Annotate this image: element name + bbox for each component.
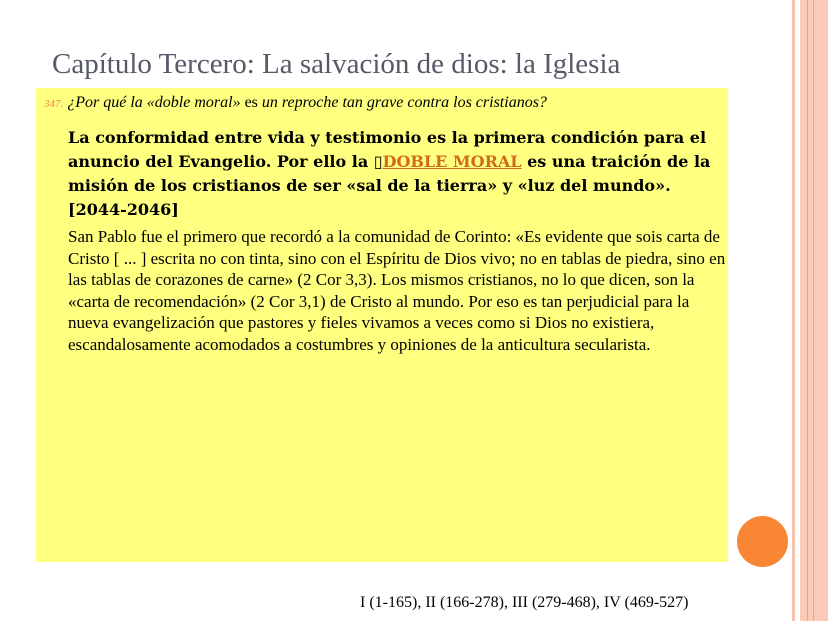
answer-text: es una traición de la misión de los cristianos de ser «sal de la tierra» y «luz del mundo». [2044-2046] <box>68 152 711 219</box>
decorative-circle <box>737 516 788 567</box>
question-text: es <box>240 94 262 111</box>
commentary: San Pablo fue el primero que recordó a la comunidad de Corinto: «Es evidente que sois carta de Cristo [ ... ] escrita no con tinta, sino con el Espíritu de Dios vivo; no en tablas de piedra, sino en las tablas de corazones de carne» (2 Cor 3,3). Los mismos cristianos, no lo que dicen, son la «carta de recomendación» (2 Cor 3,1) de Cristo al mundo. Por eso es tan perjudicial para la nueva evangelización que pastores y fieles vivamos a veces como si Dios no existiera, escandalosamente acomodados a costumbres y opiniones de la anticultura secularista. <box>68 227 726 354</box>
question <box>44 94 547 112</box>
question-text: ¿Por qué la «doble moral» <box>67 94 241 111</box>
answer-text: La conformidad entre vida y testimonio es la primera condición para el anuncio del Evangelio. Por ello la <box>68 128 707 171</box>
footer-index: I (1-165), II (166-278), III (279-468), IV (469-527) <box>360 594 689 611</box>
decorative-stripe <box>807 0 808 621</box>
decorative-stripe <box>800 0 828 621</box>
answer <box>68 126 718 222</box>
decorative-stripe <box>792 0 795 621</box>
missing-glyph: ▯ <box>373 152 383 171</box>
question-number: 347. <box>44 98 64 110</box>
slide-title: Capítulo Tercero: La salvación de dios: la Iglesia <box>52 48 621 80</box>
question-text: un reproche tan grave contra los cristianos? <box>261 94 547 111</box>
content-box <box>36 88 728 562</box>
decorative-stripe <box>813 0 814 621</box>
doble-moral-link[interactable]: DOBLE MORAL <box>382 152 522 171</box>
